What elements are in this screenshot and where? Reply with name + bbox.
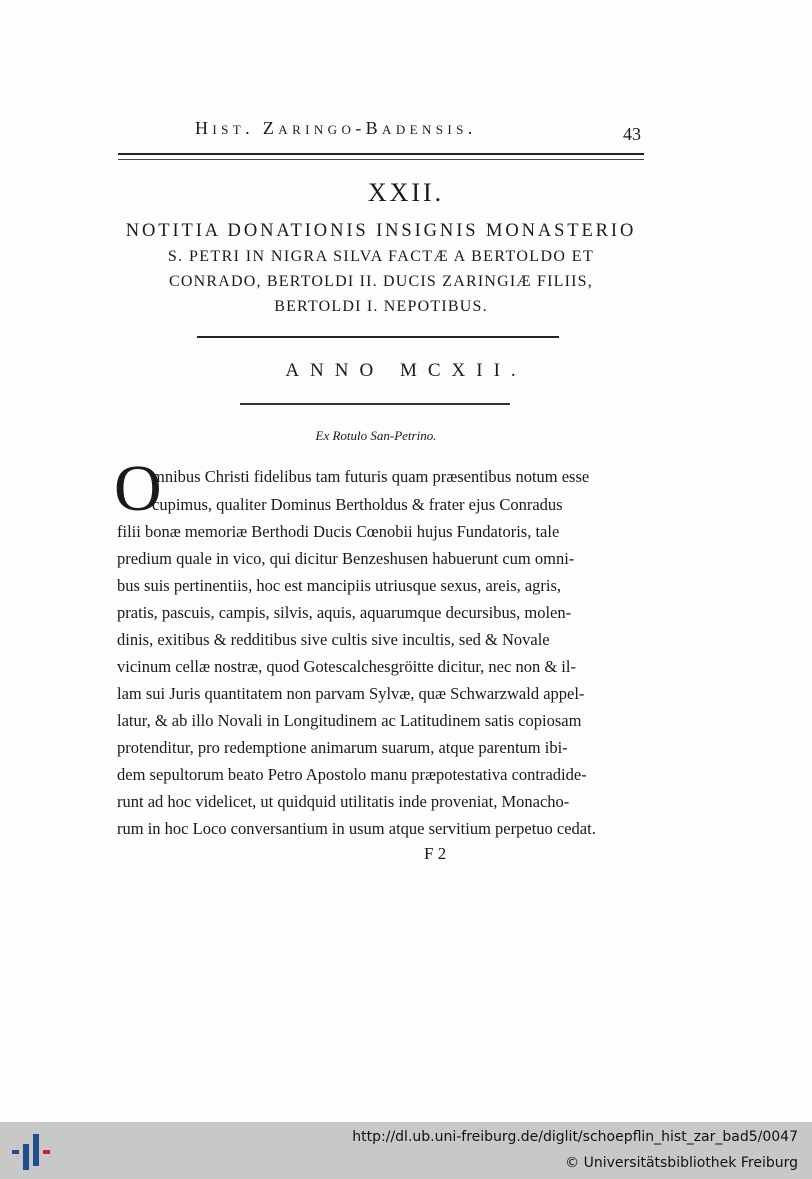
body-line-8: vicinum cellæ nostræ, quod Gotescalchesgröitte dicitur, nec non & il- [117, 657, 576, 676]
header-rule-top [118, 153, 644, 155]
body-line-7: dinis, exitibus & redditibus sive cultis sive incultis, sed & Novale [117, 630, 550, 649]
title-line-4: BERTOLDI I. NEPOTIBUS. [274, 298, 488, 315]
running-title: Hist. Zaringo-Badensis. [195, 118, 477, 138]
body-line-11: protenditur, pro redemptione animarum suarum, atque parentum ibi- [117, 738, 568, 757]
body-line-12: dem sepultorum beato Petro Apostolo manu præpotestativa contradide- [117, 765, 587, 784]
body-line-14: rum in hoc Loco conversantium in usum atque servitium perpetuo cedat. [117, 819, 596, 838]
body-line-6: pratis, pascuis, campis, silvis, aquis, aquarumque decursibus, molen- [117, 603, 572, 622]
title-line-1: NOTITIA DONATIONIS INSIGNIS MONASTERIO [125, 221, 637, 241]
page-number: 43 [623, 124, 641, 144]
copyright-notice: © Universitätsbibliothek Freiburg [565, 1155, 798, 1171]
year-rule [240, 403, 510, 405]
body-line-1: mnibus Christi fidelibus tam futuris quam præsentibus notum esse [152, 467, 590, 486]
signature-mark: F 2 [424, 844, 447, 863]
source-note: Ex Rotulo San-Petrino. [315, 428, 437, 443]
drop-cap: O [114, 452, 162, 525]
body-line-9: lam sui Juris quantitatem non parvam Sylvæ, quæ Schwarzwald appel- [117, 684, 585, 703]
body-line-4: predium quale in vico, qui dicitur Benzeshusen habuerunt cum omni- [117, 549, 575, 568]
footer-bar [0, 1122, 812, 1179]
permalink-url[interactable]: http://dl.ub.uni-freiburg.de/diglit/schoepflin_hist_zar_bad5/0047 [352, 1129, 798, 1145]
ub-freiburg-logo-icon[interactable] [10, 1130, 52, 1172]
body-line-2: cupimus, qualiter Dominus Bertholdus & frater ejus Conradus [152, 495, 563, 514]
year-heading: ANNO MCXII. [285, 360, 527, 381]
body-line-5: bus suis pertinentiis, hoc est mancipiis utriusque sexus, areis, agris, [117, 576, 562, 595]
body-line-3: filii bonæ memoriæ Berthodi Ducis Cœnobii hujus Fundatoris, tale [117, 522, 560, 541]
body-line-10: latur, & ab illo Novali in Longitudinem ac Latitudinem satis copiosam [117, 711, 582, 730]
header-rule-bottom [118, 159, 644, 160]
document-number: XXII. [367, 178, 445, 207]
title-line-2: S. PETRI IN NIGRA SILVA FACTÆ A BERTOLDO ET [167, 248, 595, 265]
title-line-3: CONRADO, BERTOLDI II. DUCIS ZARINGIÆ FILIIS, [169, 273, 593, 290]
body-line-13: runt ad hoc videlicet, ut quidquid utilitatis inde proveniat, Monacho- [117, 792, 570, 811]
title-rule [197, 336, 559, 338]
